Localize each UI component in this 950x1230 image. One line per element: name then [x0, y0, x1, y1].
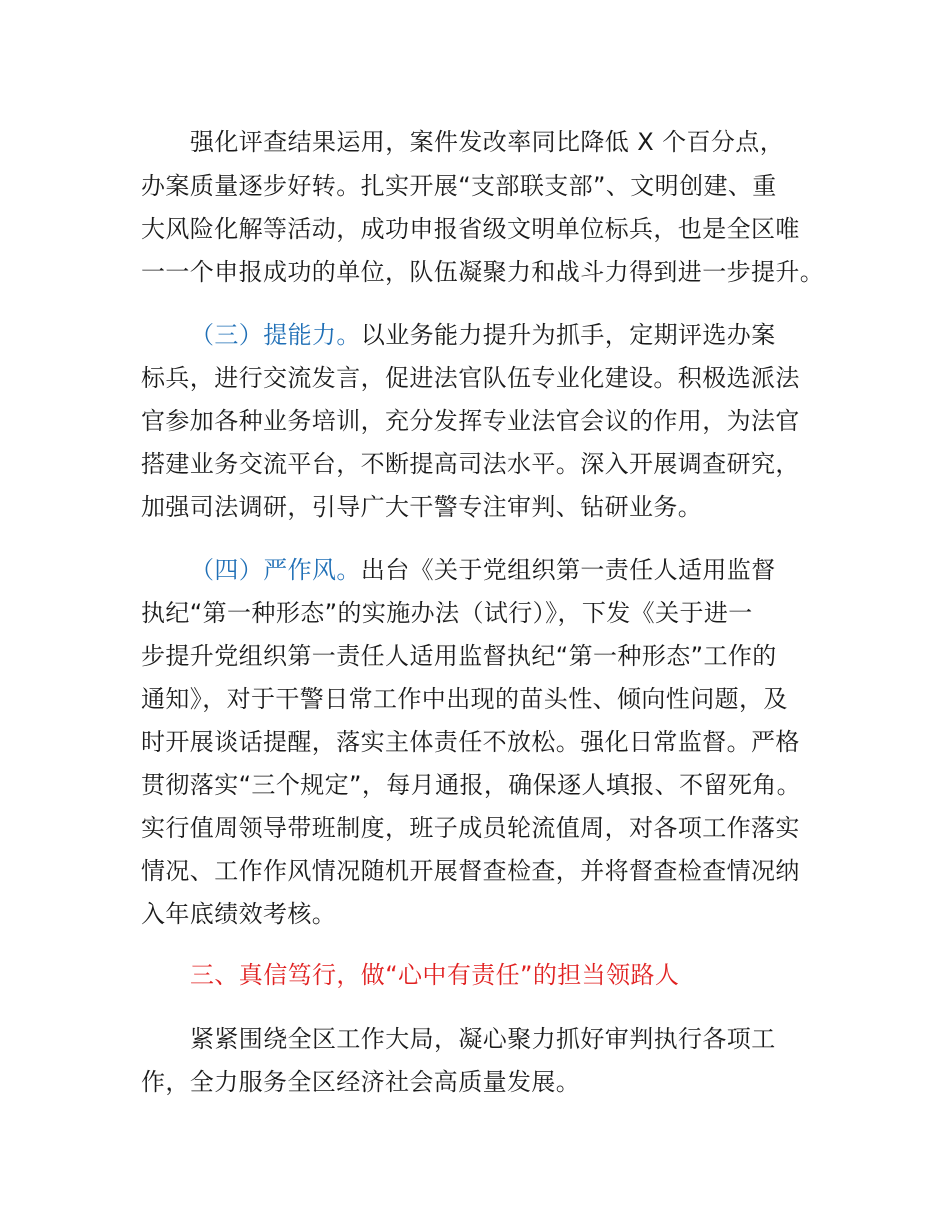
paragraph-3-first-line: [190, 555, 776, 585]
paragraph-1-line-2: 办案质量逐步好转。扎实开展“支部联支部”、文明创建、重: [141, 172, 777, 200]
paragraph-4-line-2: 作，全力服务全区经济社会高质量发展。: [141, 1068, 581, 1096]
paragraph-1-line-1: 强化评查结果运用，案件发改率同比降低 X 个百分点，: [190, 128, 785, 156]
paragraph-3-line-2: 执纪“第一种形态”的实施办法（试行）》，下发《关于进一: [141, 599, 753, 627]
paragraph-3-line-5: 时开展谈话提醒，落实主体责任不放松。强化日常监督。严格: [141, 728, 800, 756]
paragraph-3-line-9: 入年底绩效考核。: [141, 900, 337, 928]
section-heading: 三、真信笃行，做“心中有责任”的担当领路人: [190, 961, 680, 989]
paragraph-3-line-8: 情况、工作作风情况随机开展督查检查，并将督查检查情况纳: [141, 857, 800, 885]
paragraph-2-line-2: 标兵，进行交流发言，促进法官队伍专业化建设。积极选派法: [141, 364, 800, 392]
paragraph-2-line-1-text: 以业务能力提升为抓手，定期评选办案: [360, 321, 776, 349]
paragraph-3-line-6: 贯彻落实“三个规定”，每月通报，确保逐人填报、不留死角。: [141, 771, 802, 799]
paragraph-3-line-1-text: 出台《关于党组织第一责任人适用监督: [360, 556, 776, 584]
paragraph-2-line-5: 加强司法调研，引导广大干警专注审判、钻研业务。: [141, 493, 703, 521]
subheading-yan-zuo-feng: （四）严作风。: [190, 556, 361, 584]
paragraph-2-line-3: 官参加各种业务培训，充分发挥专业法官会议的作用，为法官: [141, 407, 800, 435]
paragraph-3-line-3: 步提升党组织第一责任人适用监督执纪“第一种形态”工作的: [141, 642, 777, 670]
paragraph-4-line-1: 紧紧围绕全区工作大局，凝心聚力抓好审判执行各项工: [190, 1025, 776, 1053]
paragraph-1-line-4: 一一个申报成功的单位，队伍凝聚力和战斗力得到进一步提升。: [141, 258, 825, 286]
paragraph-2-first-line: [190, 320, 776, 350]
subheading-ti-neng-li: （三）提能力。: [190, 321, 361, 349]
paragraph-1-line-3: 大风险化解等活动，成功申报省级文明单位标兵，也是全区唯: [141, 215, 800, 243]
paragraph-3-line-7: 实行值周领导带班制度，班子成员轮流值周，对各项工作落实: [141, 814, 800, 842]
paragraph-3-line-4: 通知》，对于干警日常工作中出现的苗头性、倾向性问题，及: [141, 685, 788, 713]
paragraph-2-line-4: 搭建业务交流平台，不断提高司法水平。深入开展调查研究，: [141, 450, 800, 478]
